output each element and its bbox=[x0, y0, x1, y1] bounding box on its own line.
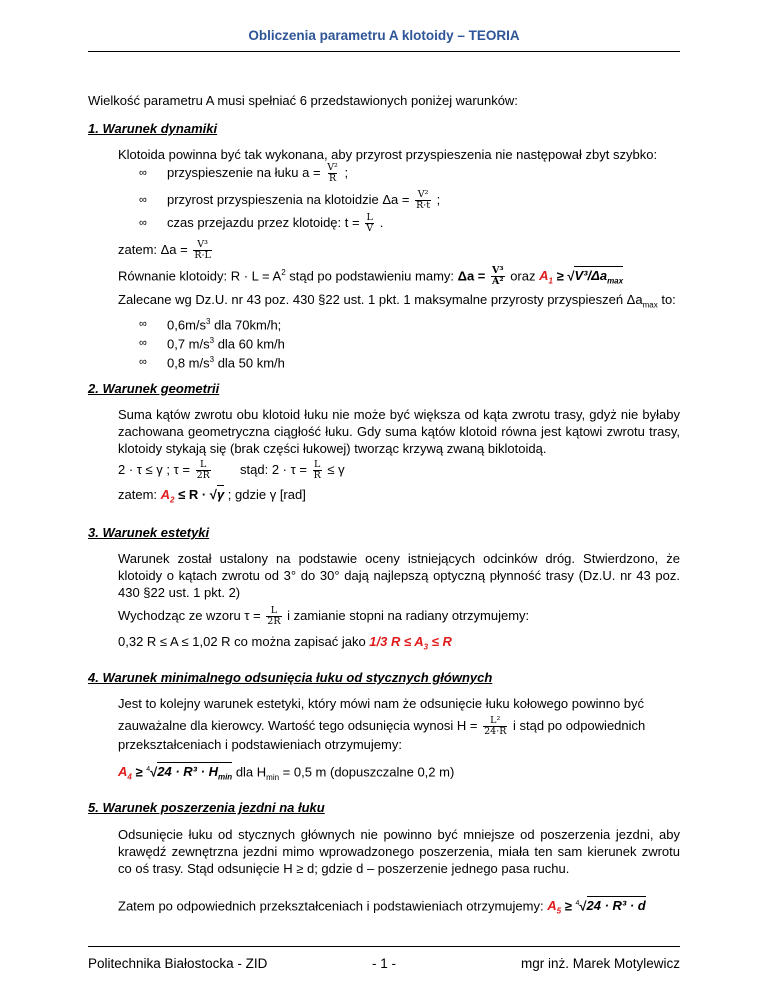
s1-limit-2: 0,7 $m/s^3$ dla 60 km/h bbox=[167, 336, 285, 352]
section-1-title: 1. Warunek dynamiki bbox=[88, 121, 218, 136]
s1-note: Zalecane wg Dz.U. nr 43 poz. 430 §22 ust. 1 pkt. 1 maksymalne przyrosty przyspieszeń $\Delta a_{max}$ to: bbox=[118, 292, 676, 310]
s5-result: Zatem po odpowiednich przekształceniach i podstawieniach otrzymujemy: $A_5 \ge ^4√24 \cdot R^3 \cdot d$ bbox=[118, 898, 646, 916]
s5-paragraph: Odsunięcie łuku od stycznych głównych nie powinno być mniejsze od poszerzenia jezdni, aby krawędź zewnętrzna jezdni mimo wprowadzonego poszerzenia, miała ten sam kierunek zwrotu co oś trasy. Stąd odsunięcie H ≥ d; gdzie d – poszerzenie jednego pasa ruchu. bbox=[118, 827, 680, 876]
s4-line-3: przekształceniach i podstawieniach otrzymujemy: bbox=[118, 737, 402, 752]
intro-text: Wielkość parametru A musi spełniać 6 przedstawionych poniżej warunków: bbox=[88, 93, 518, 108]
s1-zatem: zatem: Δa = $\frac{\text{V³}}{R\cdot L}$ bbox=[118, 239, 211, 261]
footer-page-number: - 1 - bbox=[371, 956, 396, 971]
bullet-icon: ∞ bbox=[139, 337, 147, 349]
s1-clothoid-equation: Równanie klotoidy: $R \cdot L = A^2$ stąd po podstawieniu mamy: Δa = $\frac{\text{V³}}{\text{A²}}$ oraz $A_1 \ge √V^3/\Delta a_{max}$ bbox=[118, 265, 624, 288]
s3-formula-line: Wychodząc ze wzoru τ = $\frac{L}{2R}$ i zamianie stopni na radiany otrzymujemy: bbox=[118, 605, 530, 627]
s2-paragraph: Suma kątów zwrotu obu klotoid łuku nie może być większa od kąta zwrotu trasy, gdyż nie byłaby zachowana geometryczna ciągłość łuku. Gdy suma kątów klotoid równa jest kątowi zwrotu trasy, klotoidy stykają się (brak części łukowej) tworząc krzywą zwaną biklotoidą. bbox=[118, 407, 680, 456]
bullet-icon: ∞ bbox=[139, 318, 147, 330]
section-2-title: 2. Warunek geometrii bbox=[88, 381, 220, 396]
footer-institution: Politechnika Białostocka - ZID bbox=[88, 956, 268, 971]
s1-bullet-1: przyspieszenie na łuku a = $\frac{\text{V²}}{R}$ ; bbox=[167, 162, 349, 184]
section-4-title: 4. Warunek minimalnego odsunięcia łuku od stycznych głównych bbox=[88, 670, 493, 685]
page-footer bbox=[88, 946, 680, 971]
s4-equation: $A_4 \ge ^4√24 \cdot R^3 \cdot H_{min}$ dla $H_{min} = 0,5$ m (dopuszczalne 0,2 m) bbox=[118, 764, 455, 782]
s2-zatem: zatem: $A_2 \le R \cdot √\gamma$ ; gdzie γ [rad] bbox=[118, 487, 306, 505]
section-5-title: 5. Warunek poszerzenia jezdni na łuku bbox=[88, 800, 325, 815]
page-header: Obliczenia parametru A klotoidy – TEORIA bbox=[88, 28, 680, 52]
s1-bullet-2: przyrost przyspieszenia na klotoidzie Δa = $\frac{\text{V²}}{R\cdot t}$ ; bbox=[167, 189, 441, 211]
s3-result: 0,32 R ≤ A ≤ 1,02 R co można zapisać jako 1/3 $R \le A_3 \le R$ bbox=[118, 634, 452, 652]
s1-limit-1: $0,6m/s^3$ dla 70km/h; bbox=[167, 317, 282, 333]
bullet-icon: ∞ bbox=[139, 217, 147, 229]
s4-line-2: zauważalne dla kierowcy. Wartość tego odsunięcia wynosi H = $\frac{\text{L²}}{24\cdot R}$ i stąd po odpowiednich bbox=[118, 715, 646, 737]
s1-bullet-3: czas przejazdu przez klotoidę: t = $\frac{L}{V}$ . bbox=[167, 212, 384, 234]
s1-limit-3: 0,8 $m/s^3$ dla 50 km/h bbox=[167, 355, 285, 371]
s3-paragraph: Warunek został ustalony na podstawie oceny istniejących odcinków dróg. Stwierdzono, że klotoidy o kątach zwrotu od 3° do 30° dają najlepszą optyczną płynność trasy (Dz.U. nr 43 poz. 430 §22 ust. 1 pkt. 2) bbox=[118, 551, 680, 600]
bullet-icon: ∞ bbox=[139, 167, 147, 179]
s2-equation: 2 · τ ≤ γ ; τ = $\frac{L}{2R}$ stąd: 2 · τ = $\frac{L}{R}$ ≤ γ bbox=[118, 459, 345, 481]
s4-line-1: Jest to kolejny warunek estetyki, który mówi nam że odsunięcie łuku kołowego powinno być bbox=[118, 696, 645, 711]
section-3-title: 3. Warunek estetyki bbox=[88, 525, 210, 540]
footer-author: mgr inż. Marek Motylewicz bbox=[520, 956, 680, 971]
bullet-icon: ∞ bbox=[139, 356, 147, 368]
s1-paragraph: Klotoida powinna być tak wykonana, aby przyrost przyspieszenia nie następował zbyt szybko: bbox=[118, 147, 658, 162]
bullet-icon: ∞ bbox=[139, 194, 147, 206]
